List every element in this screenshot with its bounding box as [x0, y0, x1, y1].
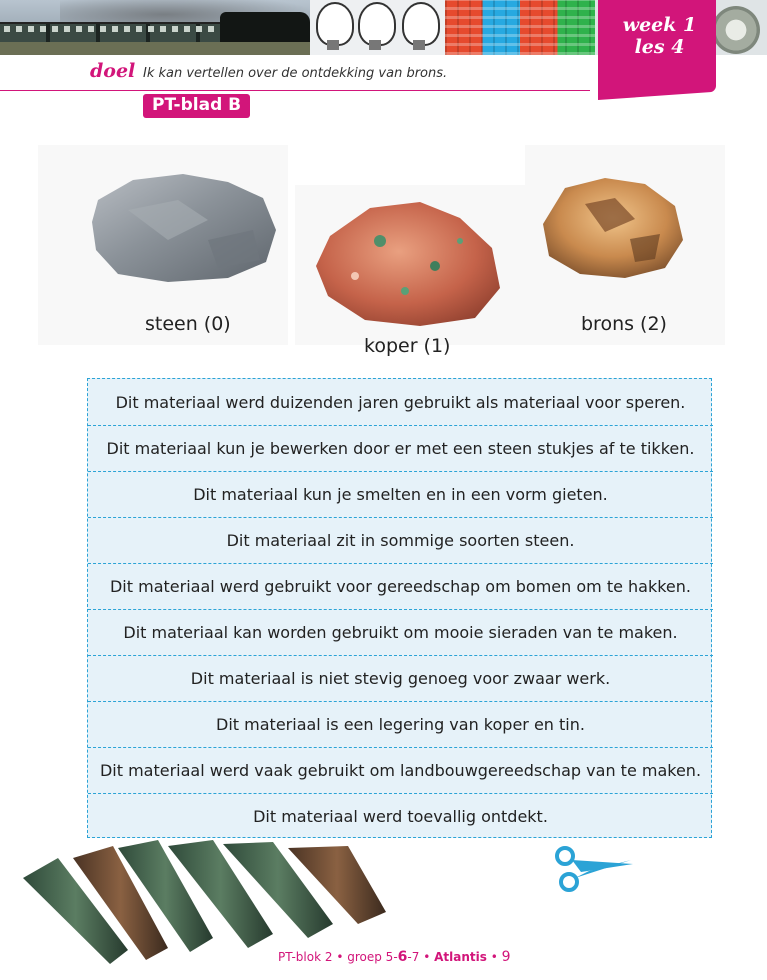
rail-track — [0, 42, 310, 55]
footer-group-bold: 6 — [397, 949, 408, 965]
statement-strip[interactable]: Dit materiaal werd gebruikt voor gereedschap om bomen om te hakken. — [88, 563, 713, 609]
scissors-icon — [551, 844, 635, 894]
light-bulb-icon — [402, 2, 440, 46]
statement-strip[interactable]: Dit materiaal kun je smelten en in een vorm gieten. — [88, 471, 713, 517]
footer-group-suffix: -7 — [407, 950, 420, 964]
page-number: 9 — [501, 949, 511, 965]
rotary-dial-photo — [712, 6, 760, 54]
goal-text: Ik kan vertellen over de ontdekking van brons. — [143, 66, 448, 81]
week-lesson-label — [612, 14, 707, 58]
footer-separator: • — [490, 950, 498, 964]
statement-strip[interactable]: Dit materiaal werd vaak gebruikt om landbouwgereedschap van te maken. — [88, 747, 713, 793]
material-label-steen: steen (0) — [145, 313, 231, 335]
bronze-nugget-photo — [535, 174, 687, 280]
footer-group-prefix: groep 5- — [347, 950, 398, 964]
week-label: week 1 — [622, 14, 697, 36]
statement-strip[interactable]: Dit materiaal werd toevallig ontdekt. — [88, 793, 713, 839]
cut-out-statements — [87, 378, 712, 838]
footer-separator: • — [423, 950, 431, 964]
material-label-koper: koper (1) — [364, 335, 451, 357]
flint-stone-photo — [88, 170, 284, 288]
material-label-brons: brons (2) — [581, 313, 667, 335]
footer-separator: • — [336, 950, 344, 964]
sheet-badge: PT-blad B — [143, 94, 250, 118]
lesson-label: les 4 — [634, 36, 685, 58]
statement-strip[interactable]: Dit materiaal kun je bewerken door er met een steen stukjes af te tikken. — [88, 425, 713, 471]
light-bulbs-photo — [310, 0, 445, 55]
light-bulb-icon — [358, 2, 396, 46]
goal-divider — [0, 90, 590, 91]
light-bulb-icon — [316, 2, 354, 46]
goal-label: doel — [90, 60, 136, 82]
locomotive — [220, 12, 310, 44]
statement-strip[interactable]: Dit materiaal is een legering van koper en tin. — [88, 701, 713, 747]
footer-series: Atlantis — [434, 950, 487, 964]
copper-ore-photo — [310, 196, 506, 330]
statement-strip[interactable]: Dit materiaal kan worden gebruikt om mooie sieraden van te maken. — [88, 609, 713, 655]
footer-block: PT-blok 2 — [278, 950, 333, 964]
statement-strip[interactable]: Dit materiaal is niet stevig genoeg voor zwaar werk. — [88, 655, 713, 701]
statement-strip[interactable]: Dit materiaal zit in sommige soorten steen. — [88, 517, 713, 563]
statement-strip[interactable]: Dit materiaal werd duizenden jaren gebruikt als materiaal voor speren. — [115, 392, 686, 412]
page-footer — [278, 949, 511, 965]
crates-photo — [445, 0, 595, 55]
